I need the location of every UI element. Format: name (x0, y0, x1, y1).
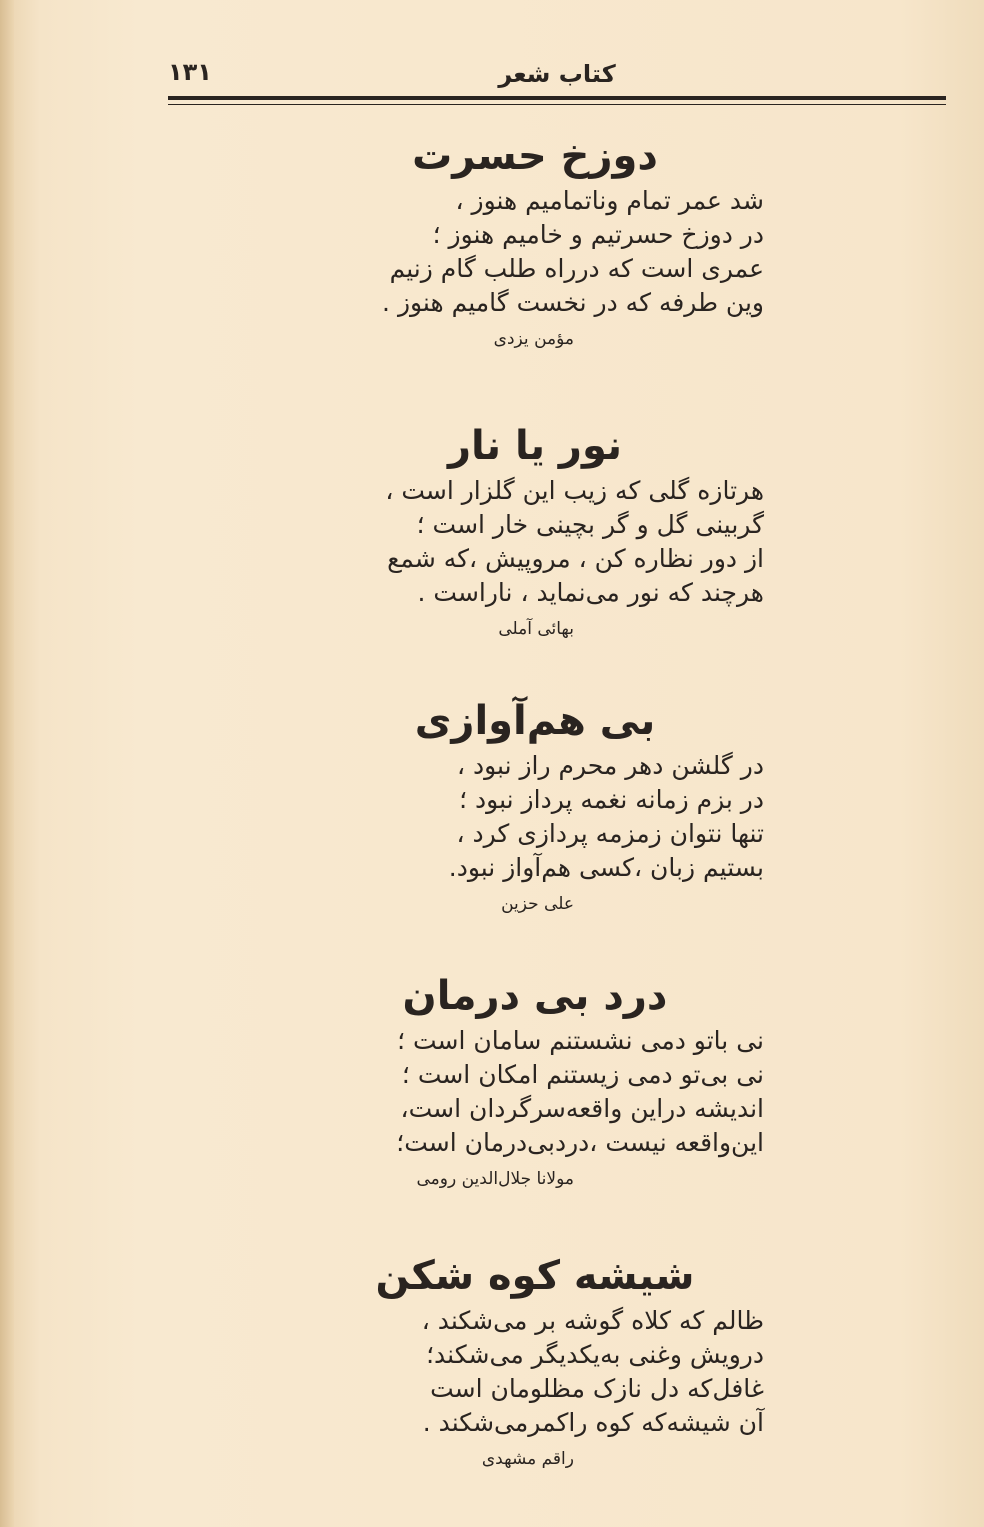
poem-author: بهائی آملی (498, 619, 574, 639)
page-spine-shadow (0, 0, 14, 1527)
verse-line: نی بی‌تو دمی زیستنم امکان است ؛ (401, 1060, 764, 1089)
verse-line: اندیشه دراین واقعه‌سرگردان است، (400, 1094, 764, 1123)
poem-author: راقم مشهدی (481, 1449, 574, 1469)
verse-line: عمری است که درراه طلب گام زنیم (389, 254, 764, 283)
verse-line: آن شیشه‌که کوه راکمرمی‌شکند . (422, 1408, 764, 1437)
poem-2 (300, 418, 770, 642)
verse-line: نی باتو دمی نشستنم سامان است ؛ (397, 1026, 764, 1055)
verse-line: در دوزخ حسرتیم و خامیم هنوز ؛ (432, 220, 764, 249)
verse-line: شد عمر تمام وناتمامیم هنوز ، (455, 186, 764, 215)
verse-line: غافل‌که دل نازک مظلومان است (430, 1374, 764, 1403)
running-title: کتاب شعر (498, 60, 616, 88)
verse-line: در بزم زمانه نغمه پرداز نبود ؛ (459, 785, 764, 814)
poem-1 (300, 128, 770, 352)
verse-line: گربینی گل و گر بچینی خار است ؛ (416, 510, 764, 539)
header-rule-thick (168, 96, 946, 100)
page-number: ۱۳۱ (168, 58, 212, 86)
poem-title: دوزخ حسرت (412, 133, 658, 179)
verse-line: از دور نظاره کن ، مروپیش ،که شمع (387, 544, 764, 573)
poem-title: نور یا نار (447, 423, 623, 469)
verse-line: در گلشن دهر محرم راز نبود ، (456, 751, 764, 780)
poem-title: درد بی درمان (402, 973, 668, 1019)
verse-line: تنها نتوان زمزمه پردازی کرد ، (456, 819, 764, 848)
verse-line: ظالم که کلاه گوشه بر می‌شکند ، (421, 1306, 764, 1335)
header-rule-thin (168, 104, 946, 105)
verse-line: این‌واقعه نیست ،دردبی‌درمان است؛ (396, 1128, 764, 1157)
poem-5 (300, 1248, 770, 1472)
poem-author: مؤمن یزدی (493, 329, 574, 349)
verse-line: هرچند که نور می‌نماید ، ناراست . (417, 578, 764, 607)
poem-4 (300, 968, 770, 1192)
page-header (168, 52, 946, 98)
poem-title: بی هم‌آوازی (414, 698, 656, 744)
verse-line: بستیم زبان ،کسی هم‌آواز نبود. (448, 853, 764, 882)
verse-line: هرتازه گلی که زیب این گلزار است ، (385, 476, 764, 505)
verse-line: وین طرفه که در نخست گامیم هنوز . (382, 288, 764, 317)
poem-author: علی حزین (501, 894, 574, 914)
verse-line: درویش وغنی به‌یکدیگر می‌شکند؛ (426, 1340, 764, 1369)
poem-title: شیشه کوه شکن (375, 1253, 695, 1299)
poem-3 (300, 693, 770, 917)
poem-author: مولانا جلال‌الدین رومی (416, 1169, 574, 1189)
